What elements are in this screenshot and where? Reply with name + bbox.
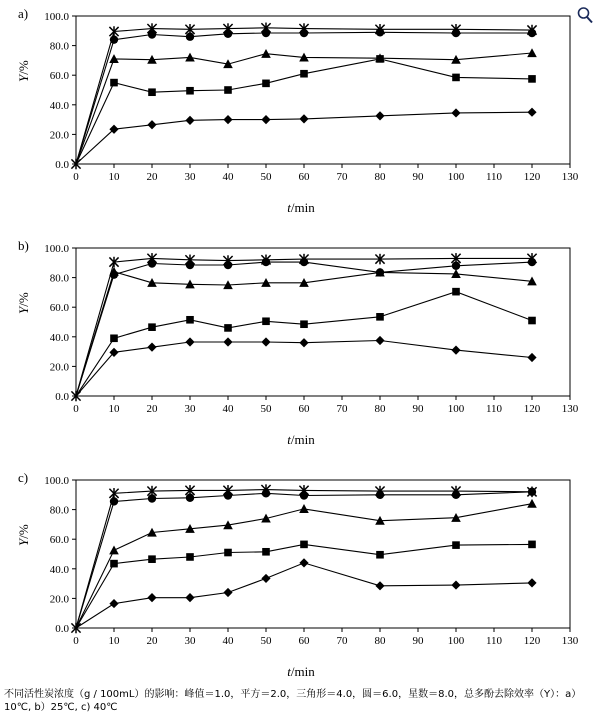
x-axis-label-c: t/min [287,664,315,679]
svg-text:20.0: 20.0 [49,593,69,606]
svg-text:0.0: 0.0 [55,623,69,635]
svg-text:50: 50 [260,171,272,183]
svg-text:120: 120 [523,171,541,183]
svg-text:120: 120 [523,403,541,415]
plot-area-c [18,468,584,663]
svg-text:110: 110 [485,403,503,415]
svg-text:60: 60 [298,171,310,183]
svg-text:10: 10 [108,635,120,647]
svg-text:70: 70 [336,171,348,183]
svg-text:60: 60 [298,635,310,647]
plot-area-b [18,236,584,431]
svg-text:70: 70 [336,403,348,415]
svg-text:80.0: 80.0 [49,272,69,285]
svg-text:90: 90 [412,171,424,183]
chart-panel-c [18,468,584,684]
svg-text:40: 40 [222,635,234,647]
y-axis-label-b: Y/% [16,292,31,314]
svg-text:80.0: 80.0 [49,504,69,517]
svg-text:110: 110 [485,635,503,647]
svg-text:0.0: 0.0 [55,391,69,403]
svg-text:30: 30 [184,635,196,647]
figure-caption: 不同活性炭浓度（g / 100mL）的影响：峰值＝1.0，平方＝2.0，三角形＝4.0，圆＝6.0，星数＝8.0，总多酚去除效率（Y）：a）10℃, b）25℃, c) 40℃ [4,689,582,713]
svg-text:20.0: 20.0 [49,361,69,374]
svg-text:130: 130 [561,171,579,183]
svg-text:40.0: 40.0 [49,99,69,112]
x-axis-label-a: t/min [287,200,315,215]
svg-text:60.0: 60.0 [49,534,69,547]
svg-text:0.0: 0.0 [55,159,69,171]
svg-text:60.0: 60.0 [49,70,69,83]
svg-text:20.0: 20.0 [49,129,69,142]
svg-text:100.0: 100.0 [44,475,69,487]
svg-text:100.0: 100.0 [44,243,69,255]
svg-text:110: 110 [485,171,503,183]
svg-text:40.0: 40.0 [49,563,69,576]
svg-text:20: 20 [146,635,158,647]
y-axis-label-c: Y/% [16,524,31,546]
plot-area-a [18,4,584,199]
svg-text:30: 30 [184,171,196,183]
svg-text:20: 20 [146,403,158,415]
svg-text:130: 130 [561,635,579,647]
svg-text:50: 50 [260,635,272,647]
svg-text:70: 70 [336,635,348,647]
svg-text:0: 0 [73,171,79,183]
svg-text:100.0: 100.0 [44,11,69,23]
svg-text:100: 100 [447,171,465,183]
panel-label-a: a) [18,6,29,21]
svg-text:40: 40 [222,171,234,183]
svg-text:30: 30 [184,403,196,415]
svg-text:90: 90 [412,635,424,647]
svg-text:80: 80 [374,635,386,647]
svg-text:0: 0 [73,403,79,415]
svg-text:90: 90 [412,403,424,415]
svg-text:60: 60 [298,403,310,415]
svg-text:130: 130 [561,403,579,415]
chart-panel-a [18,4,584,220]
svg-text:0: 0 [73,635,79,647]
x-axis-label-b: t/min [287,432,315,447]
svg-text:120: 120 [523,635,541,647]
svg-text:60.0: 60.0 [49,302,69,315]
panel-label-c: c) [18,470,29,485]
panel-label-b: b) [18,238,29,253]
svg-text:100: 100 [447,635,465,647]
svg-text:10: 10 [108,171,120,183]
y-axis-label-a: Y/% [16,60,31,82]
svg-text:80: 80 [374,403,386,415]
svg-text:40: 40 [222,403,234,415]
svg-text:20: 20 [146,171,158,183]
svg-text:100: 100 [447,403,465,415]
svg-text:50: 50 [260,403,272,415]
svg-text:40.0: 40.0 [49,331,69,344]
svg-text:80.0: 80.0 [49,40,69,53]
svg-text:80: 80 [374,171,386,183]
svg-text:10: 10 [108,403,120,415]
chart-panel-b [18,236,584,452]
